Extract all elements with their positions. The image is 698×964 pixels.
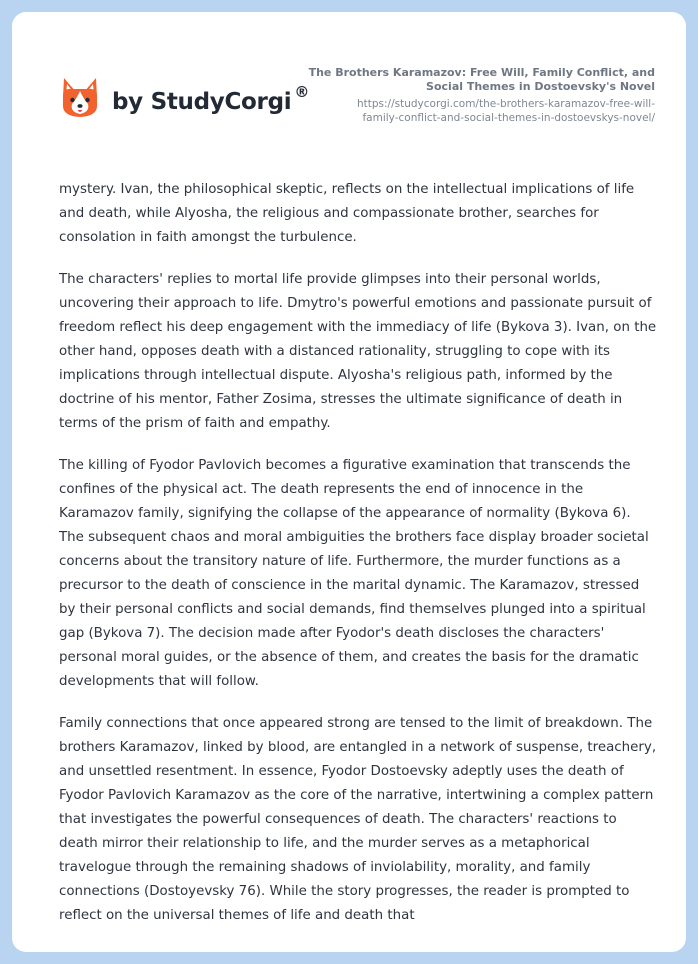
document-page: [12, 12, 686, 952]
document-title: [295, 66, 655, 94]
document-url-line-2[interactable]: family-conflict-and-social-themes-in-dostoevskys-novel/: [362, 112, 655, 124]
paragraph: The killing of Fyodor Pavlovich becomes a figurative examination that transcends the confines of the physical act. The death represents the end of innocence in the Karamazov family, signifying the collapse of the appearance of normality (Bykova 6). The subsequent chaos and moral ambiguities the brothers face display broader societal concerns about the transitory nature of life. Furthermore, the murder functions as a precursor to the death of conscience in the marital dynamic. The Karamazov, stressed by their personal conflicts and social demands, find themselves plunged into a spiritual gap (Bykova 7). The decision made after Fyodor's death discloses the characters' personal moral guides, or the absence of them, and creates the basis for the dramatic developments that will follow.: [59, 458, 649, 689]
document-title-line-2: Social Themes in Dostoevsky's Novel: [426, 80, 655, 93]
logo-wordmark: by StudyCorgi: [112, 89, 292, 115]
logo-text: [112, 83, 310, 115]
paragraph: mystery. Ivan, the philosophical skeptic, reflects on the intellectual implications of life and death, while Alyosha, the religious and compassionate brother, searches for consolation in faith amongst the turbulence.: [59, 182, 635, 245]
document-meta: [295, 66, 655, 125]
document-url-line-1[interactable]: https://studycorgi.com/the-brothers-karamazov-free-will-: [357, 98, 655, 110]
document-body: [59, 178, 659, 946]
document-title-line-1: The Brothers Karamazov: Free Will, Family Conflict, and: [308, 66, 655, 79]
corgi-icon: [60, 76, 100, 122]
studycorgi-logo[interactable]: [60, 76, 309, 122]
paragraph: Family connections that once appeared strong are tensed to the limit of breakdown. The brothers Karamazov, linked by blood, are entangled in a network of suspense, treachery, and unsettled resentment. In essence, Fyodor Dostoevsky adeptly uses the death of Fyodor Pavlovich Karamazov as the core of the narrative, intertwining a complex pattern that investigates the powerful consequences of death. The characters' reactions to death mirror their relationship to life, and the murder serves as a metaphorical travelogue through the remaining shadows of inviolability, morality, and family connections (Dostoyevsky 76). While the story progresses, the reader is prompted to reflect on the universal themes of life and death that: [59, 716, 657, 923]
registered-mark: ®: [294, 83, 310, 101]
document-url[interactable]: [295, 97, 655, 125]
paragraph: The characters' replies to mortal life provide glimpses into their personal worlds, uncovering their approach to life. Dmytro's powerful emotions and passionate pursuit of freedom reflect his deep engagement with the immediacy of life (Bykova 3). Ivan, on the other hand, opposes death with a distanced rationality, struggling to cope with its implications through intellectual dispute. Alyosha's religious path, informed by the doctrine of his mentor, Father Zosima, stresses the ultimate significance of death in terms of the prism of faith and empathy.: [59, 272, 657, 431]
